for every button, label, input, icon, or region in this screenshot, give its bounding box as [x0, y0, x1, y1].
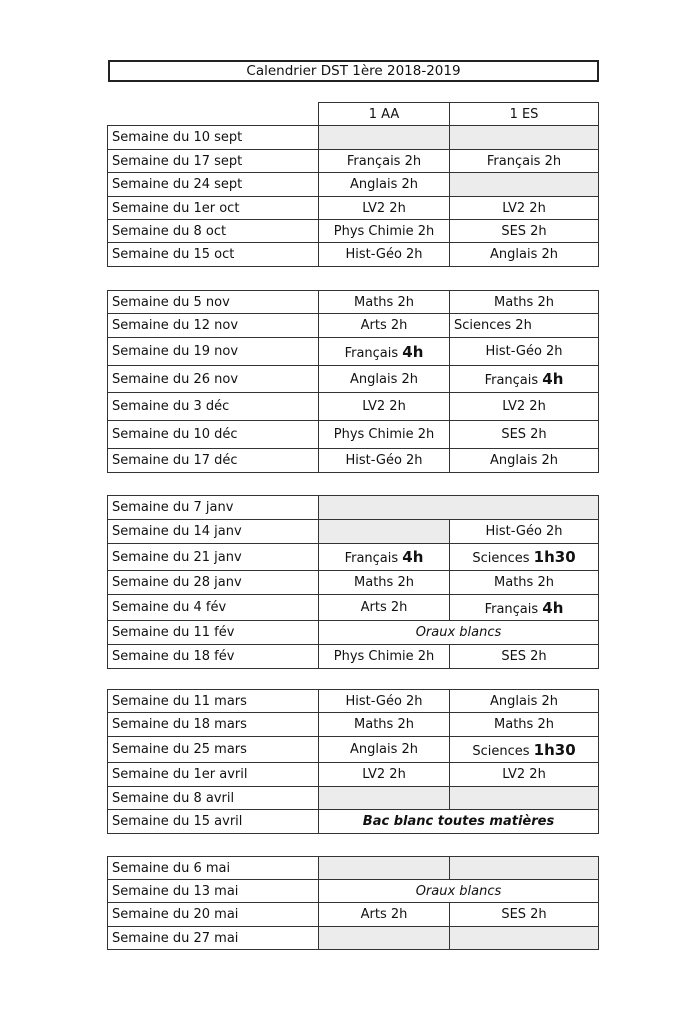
table-row — [108, 713, 599, 737]
cell-1es: Maths 2h — [450, 291, 599, 314]
cell-1aa — [319, 520, 450, 544]
schedule-block-2 — [107, 290, 599, 473]
cell-1aa: Arts 2h — [319, 314, 450, 338]
cell-duration-emphasis: 4h — [542, 370, 564, 388]
schedule-block-3 — [107, 495, 599, 669]
table-row — [108, 421, 599, 449]
cell-duration-emphasis: 4h — [402, 342, 424, 361]
header-row — [108, 103, 599, 126]
cell-1es — [450, 366, 599, 393]
cell-1aa — [319, 927, 450, 950]
table-row — [108, 338, 599, 366]
week-label: Semaine du 8 oct — [108, 220, 319, 243]
cell-1es: Anglais 2h — [450, 243, 599, 267]
schedule-block-5 — [107, 856, 599, 950]
table-row — [108, 314, 599, 338]
cell-1aa — [319, 338, 450, 366]
cell-1aa: Phys Chimie 2h — [319, 220, 450, 243]
cell-1aa — [319, 126, 450, 150]
cell-1es — [450, 595, 599, 621]
week-label: Semaine du 21 janv — [108, 544, 319, 571]
cell-1aa: Anglais 2h — [319, 737, 450, 763]
cell-1aa: Phys Chimie 2h — [319, 421, 450, 449]
cell-1aa: LV2 2h — [319, 393, 450, 421]
cell-1es: LV2 2h — [450, 763, 599, 787]
cell-1es: Maths 2h — [450, 571, 599, 595]
table-row — [108, 690, 599, 713]
cell-1aa — [319, 544, 450, 571]
table-row — [108, 126, 599, 150]
cell-1es — [450, 544, 599, 571]
week-label: Semaine du 20 mai — [108, 903, 319, 927]
week-label: Semaine du 15 avril — [108, 810, 319, 834]
table-row — [108, 544, 599, 571]
week-label: Semaine du 18 mars — [108, 713, 319, 737]
cell-1es: SES 2h — [450, 645, 599, 669]
cell-1es — [450, 927, 599, 950]
week-label: Semaine du 13 mai — [108, 880, 319, 903]
cell-1aa: Hist-Géo 2h — [319, 243, 450, 267]
week-label: Semaine du 28 janv — [108, 571, 319, 595]
cell-1es: SES 2h — [450, 220, 599, 243]
table-row — [108, 763, 599, 787]
week-label: Semaine du 11 fév — [108, 621, 319, 645]
cell-1aa: Maths 2h — [319, 713, 450, 737]
cell-text: Sciences — [472, 551, 534, 566]
week-label: Semaine du 17 déc — [108, 449, 319, 473]
week-label: Semaine du 12 nov — [108, 314, 319, 338]
cell-1es: Français 2h — [450, 150, 599, 173]
cell-text: Français — [484, 601, 543, 617]
cell-1es: Maths 2h — [450, 713, 599, 737]
cell-1es — [450, 787, 599, 810]
cell-1es: Sciences 2h — [450, 314, 599, 338]
cell-1aa: Arts 2h — [319, 903, 450, 927]
week-label: Semaine du 1er oct — [108, 197, 319, 220]
table-row — [108, 366, 599, 393]
cell-1es: LV2 2h — [450, 197, 599, 220]
table-row — [108, 520, 599, 544]
cell-1aa — [319, 857, 450, 880]
week-label: Semaine du 1er avril — [108, 763, 319, 787]
cell-1aa: Français 2h — [319, 150, 450, 173]
table-row — [108, 393, 599, 421]
week-label: Semaine du 10 sept — [108, 126, 319, 150]
table-row — [108, 927, 599, 950]
cell-duration-emphasis: 4h — [402, 548, 424, 566]
page-title: Calendrier DST 1ère 2018-2019 — [108, 60, 599, 82]
week-label: Semaine du 15 oct — [108, 243, 319, 267]
table-row — [108, 737, 599, 763]
cell-empty-span — [319, 496, 599, 520]
table-row — [108, 197, 599, 220]
week-label: Semaine du 24 sept — [108, 173, 319, 197]
cell-1aa: Hist-Géo 2h — [319, 690, 450, 713]
cell-1es: LV2 2h — [450, 393, 599, 421]
table-row — [108, 810, 599, 834]
cell-1es: Anglais 2h — [450, 690, 599, 713]
table-row — [108, 595, 599, 621]
cell-span-bac-blanc: Bac blanc toutes matières — [319, 810, 599, 834]
cell-1es — [450, 857, 599, 880]
week-label: Semaine du 8 avril — [108, 787, 319, 810]
week-label: Semaine du 27 mai — [108, 927, 319, 950]
schedule-block-4 — [107, 689, 599, 834]
table-row — [108, 496, 599, 520]
table-row — [108, 449, 599, 473]
cell-span-oraux-blancs: Oraux blancs — [319, 621, 599, 645]
cell-text: Français — [344, 551, 403, 566]
week-label: Semaine du 7 janv — [108, 496, 319, 520]
week-label: Semaine du 11 mars — [108, 690, 319, 713]
column-header-1aa: 1 AA — [319, 103, 450, 126]
week-label: Semaine du 25 mars — [108, 737, 319, 763]
cell-1aa: Anglais 2h — [319, 173, 450, 197]
cell-text: Français — [344, 345, 403, 361]
cell-1aa: LV2 2h — [319, 763, 450, 787]
week-label: Semaine du 26 nov — [108, 366, 319, 393]
table-row — [108, 571, 599, 595]
cell-1aa: Maths 2h — [319, 571, 450, 595]
column-header-1es: 1 ES — [450, 103, 599, 126]
cell-text: Français — [484, 373, 543, 388]
week-label: Semaine du 10 déc — [108, 421, 319, 449]
table-row — [108, 150, 599, 173]
cell-1aa: Phys Chimie 2h — [319, 645, 450, 669]
cell-1aa: Maths 2h — [319, 291, 450, 314]
table-row — [108, 645, 599, 669]
cell-1aa — [319, 787, 450, 810]
cell-span-oraux-blancs: Oraux blancs — [319, 880, 599, 903]
table-row — [108, 903, 599, 927]
week-label: Semaine du 5 nov — [108, 291, 319, 314]
week-label: Semaine du 17 sept — [108, 150, 319, 173]
cell-duration-emphasis: 1h30 — [533, 740, 576, 759]
cell-1es — [450, 126, 599, 150]
cell-1aa: Hist-Géo 2h — [319, 449, 450, 473]
week-label: Semaine du 18 fév — [108, 645, 319, 669]
week-label: Semaine du 4 fév — [108, 595, 319, 621]
table-row — [108, 880, 599, 903]
cell-1es: SES 2h — [450, 903, 599, 927]
table-row — [108, 787, 599, 810]
week-label: Semaine du 19 nov — [108, 338, 319, 366]
cell-1aa: Arts 2h — [319, 595, 450, 621]
cell-1es: SES 2h — [450, 421, 599, 449]
cell-1es — [450, 173, 599, 197]
table-row — [108, 220, 599, 243]
cell-1es: Hist-Géo 2h — [450, 520, 599, 544]
cell-duration-emphasis: 4h — [542, 598, 564, 617]
cell-duration-emphasis: 1h30 — [533, 548, 576, 566]
cell-1es: Hist-Géo 2h — [450, 338, 599, 366]
table-row — [108, 243, 599, 267]
cell-1es: Anglais 2h — [450, 449, 599, 473]
table-row — [108, 173, 599, 197]
cell-1es — [450, 737, 599, 763]
table-row — [108, 857, 599, 880]
table-row — [108, 621, 599, 645]
week-label: Semaine du 6 mai — [108, 857, 319, 880]
week-label: Semaine du 14 janv — [108, 520, 319, 544]
week-label: Semaine du 3 déc — [108, 393, 319, 421]
table-row — [108, 291, 599, 314]
cell-1aa: LV2 2h — [319, 197, 450, 220]
header-empty — [108, 103, 319, 126]
schedule-block-1 — [107, 102, 599, 267]
cell-text: Sciences — [472, 743, 534, 759]
cell-1aa: Anglais 2h — [319, 366, 450, 393]
